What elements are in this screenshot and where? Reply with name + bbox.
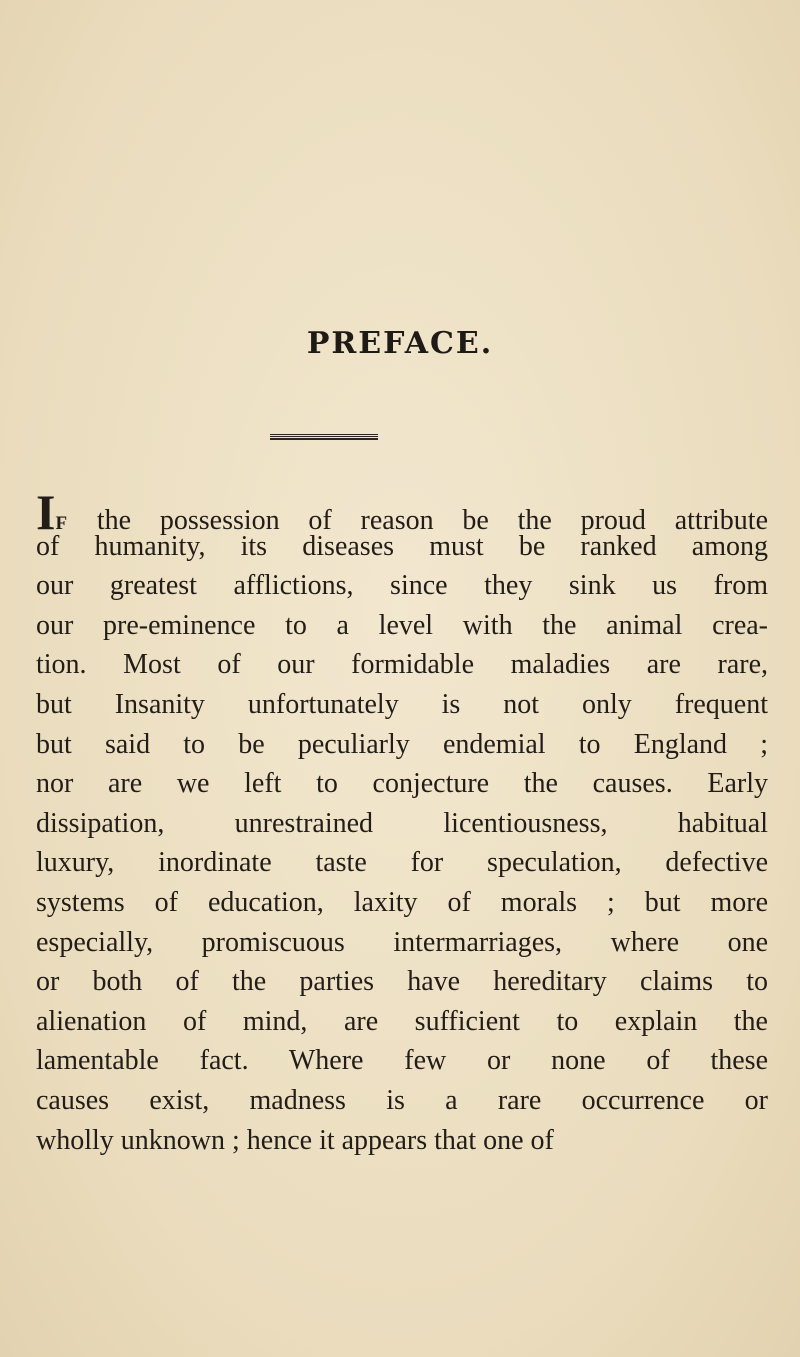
text-line-14: alienation of mind, are sufficient to explain the [36,1005,768,1037]
page-heading: PREFACE. [306,326,494,361]
text-line-7: but said to be peculiarly endemial to England ; [36,728,768,760]
small-cap: F [55,513,69,534]
text-line-6: but Insanity unfortunately is not only frequent [36,688,768,720]
text-line-12: especially, promiscuous intermarriages, where one [36,926,768,958]
text-line-13: or both of the parties have hereditary claims to [36,966,768,998]
text-line-17: wholly unknown ; hence it appears that one of [36,1124,554,1156]
text-line-1: IF the possession of reason be the proud attribute [36,484,768,540]
text-line-5: tion. Most of our formidable maladies are rare, [36,649,768,681]
text-line-2: of humanity, its diseases must be ranked among [36,530,768,562]
text-line-16: causes exist, madness is a rare occurrence or [36,1084,768,1116]
text-line-4: our pre-eminence to a level with the animal crea- [36,609,768,641]
text-line-11: systems of education, laxity of morals ; but more [36,886,768,918]
text-line-8: nor are we left to conjecture the causes. Early [36,768,768,800]
decorative-rule [270,434,378,440]
text-line-10: luxury, inordinate taste for speculation, defective [36,847,768,879]
text-line-9: dissipation, unrestrained licentiousness, habitual [36,807,768,839]
preface-paragraph [36,484,768,1160]
drop-cap: I [36,484,56,540]
text-line-3: our greatest afflictions, since they sink us from [36,570,768,602]
text-line-15: lamentable fact. Where few or none of these [36,1045,768,1077]
